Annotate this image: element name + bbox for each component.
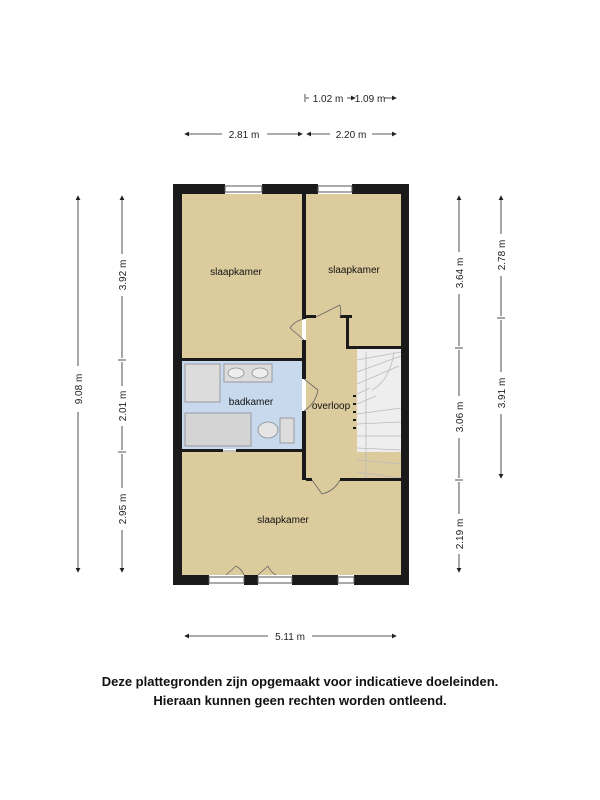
wall-bottom-2 bbox=[244, 575, 258, 585]
window-bottom-center bbox=[258, 577, 292, 583]
dim-left-total: 9.08 m bbox=[74, 373, 85, 405]
window-bottom-right bbox=[338, 577, 354, 583]
room-label-bathroom: badkamer bbox=[228, 397, 274, 408]
dim-bottom-width: 5.11 m bbox=[275, 632, 305, 643]
dim-left-lower: 2.95 m bbox=[118, 493, 129, 525]
wall-left bbox=[173, 184, 182, 585]
sink-right bbox=[252, 368, 268, 378]
room-label-bedroom-bottom: slaapkamer bbox=[257, 515, 309, 526]
wall-interior-stair-left bbox=[346, 315, 349, 348]
bathtub bbox=[185, 413, 251, 446]
shower bbox=[185, 364, 220, 402]
wall-bottom-1 bbox=[173, 575, 209, 585]
dim-right-upper: 3.64 m bbox=[455, 257, 466, 289]
bedroom-bottom-area bbox=[182, 452, 401, 575]
room-label-bedroom-left: slaapkamer bbox=[210, 267, 262, 278]
disclaimer bbox=[0, 672, 600, 710]
dim-left-upper: 3.92 m bbox=[118, 259, 129, 291]
disclaimer-line-2: Hieraan kunnen geen rechten worden ontleend. bbox=[153, 693, 447, 708]
dim-top-left: 2.81 m bbox=[228, 130, 260, 141]
dim-right-outer-upper: 2.78 m bbox=[497, 239, 508, 271]
wall-top-3 bbox=[352, 184, 409, 194]
dim-left-middle: 2.01 m bbox=[118, 390, 129, 422]
dim-right-outer-lower: 3.91 m bbox=[497, 377, 508, 409]
wall-interior-h-bath-top bbox=[182, 358, 306, 361]
wall-interior-vertical-1 bbox=[302, 194, 306, 319]
wall-interior-landing-top bbox=[306, 315, 316, 318]
wall-top-2 bbox=[262, 184, 318, 194]
wall-interior-vertical-3 bbox=[302, 361, 306, 379]
wall-bottom-3 bbox=[292, 575, 338, 585]
window-top-left bbox=[225, 186, 262, 192]
dim-right-lower: 2.19 m bbox=[455, 518, 466, 550]
dim-right-middle: 3.06 m bbox=[455, 401, 466, 433]
wall-bottom-4 bbox=[354, 575, 409, 585]
toilet-bowl bbox=[258, 422, 278, 438]
landing-bottom-area bbox=[306, 452, 357, 480]
wall-interior-landing-bottom-1 bbox=[306, 478, 312, 481]
dim-top-small-left: 1.02 m bbox=[312, 94, 344, 105]
wall-interior-vertical-4 bbox=[302, 411, 306, 480]
wall-interior-stair-top bbox=[346, 346, 401, 349]
window-bottom-left bbox=[209, 577, 244, 583]
dim-top-small-right: 1.09 m bbox=[354, 94, 386, 105]
wall-interior-h-bath-bottom-2 bbox=[236, 449, 306, 452]
room-label-bedroom-right: slaapkamer bbox=[328, 265, 380, 276]
wall-right bbox=[401, 184, 409, 585]
room-label-landing: overloop bbox=[311, 401, 351, 412]
sink-left bbox=[228, 368, 244, 378]
wall-interior-h-bath-bottom-1 bbox=[182, 449, 223, 452]
disclaimer-line-1: Deze plattegronden zijn opgemaakt voor indicatieve doeleinden. bbox=[101, 674, 499, 689]
toilet-tank bbox=[280, 418, 294, 443]
wall-interior-landing-bottom-2 bbox=[340, 478, 401, 481]
window-top-right bbox=[318, 186, 352, 192]
dim-top-right: 2.20 m bbox=[335, 130, 367, 141]
bedroom-right-area bbox=[306, 194, 401, 318]
wall-interior-vertical-2 bbox=[302, 340, 306, 361]
